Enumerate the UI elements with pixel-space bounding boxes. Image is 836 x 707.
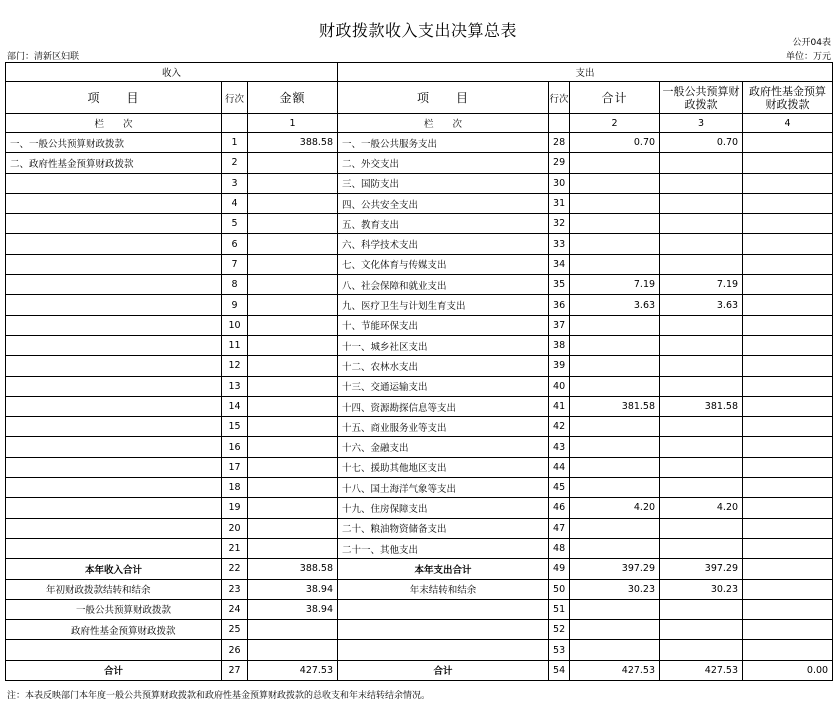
income-amount [248, 376, 338, 396]
expense-item: 年末结转和结余 [338, 579, 549, 599]
income-line-no: 8 [222, 275, 248, 295]
income-line-no: 19 [222, 498, 248, 518]
expense-general-budget [660, 153, 743, 173]
expense-line-no: 42 [549, 417, 570, 437]
income-line-no: 17 [222, 457, 248, 477]
expense-item: 十六、金融支出 [338, 437, 549, 457]
income-line-no: 26 [222, 640, 248, 660]
expense-total: 397.29 [570, 559, 660, 579]
expense-item: 九、医疗卫生与计划生育支出 [338, 295, 549, 315]
table-row [6, 193, 833, 213]
expense-item: 合计 [338, 660, 549, 680]
income-line-no: 5 [222, 214, 248, 234]
page-title: 财政拨款收入支出决算总表 [318, 21, 517, 40]
expense-line-no: 36 [549, 295, 570, 315]
income-item [6, 275, 222, 295]
income-line-no: 27 [222, 660, 248, 680]
expense-general-budget [660, 356, 743, 376]
expense-group-header: 支出 [338, 63, 833, 82]
expense-line-no: 47 [549, 518, 570, 538]
income-line-header: 行次 [222, 82, 248, 114]
expense-gov-fund [743, 518, 833, 538]
income-item [6, 457, 222, 477]
table-row [6, 153, 833, 173]
income-line-no: 6 [222, 234, 248, 254]
expense-item [338, 599, 549, 619]
income-line-no: 9 [222, 295, 248, 315]
income-line-no: 15 [222, 417, 248, 437]
expense-gov-fund [743, 579, 833, 599]
income-line-no: 21 [222, 538, 248, 558]
expense-line-no: 30 [549, 173, 570, 193]
income-amount [248, 173, 338, 193]
income-line-no: 11 [222, 335, 248, 355]
table-row [6, 620, 833, 640]
income-item [6, 335, 222, 355]
table-row [6, 356, 833, 376]
income-line-no: 7 [222, 254, 248, 274]
table-row [6, 417, 833, 437]
expense-line-no: 53 [549, 640, 570, 660]
expense-line-no: 48 [549, 538, 570, 558]
expense-total [570, 620, 660, 640]
col-num-2: 2 [570, 114, 660, 133]
expense-gov-fund [743, 356, 833, 376]
expense-line-no: 40 [549, 376, 570, 396]
unit-label: 单位：万元 [785, 52, 831, 62]
expense-total [570, 417, 660, 437]
income-amount [248, 234, 338, 254]
expense-gov-fund [743, 335, 833, 355]
expense-item: 七、文化体育与传媒支出 [338, 254, 549, 274]
expense-general-budget [660, 234, 743, 254]
expense-total [570, 376, 660, 396]
income-line-no: 25 [222, 620, 248, 640]
form-number: 公开04表 [792, 38, 831, 48]
expense-item: 二、外交支出 [338, 153, 549, 173]
expense-total [570, 214, 660, 234]
expense-item: 五、教育支出 [338, 214, 549, 234]
table-row [6, 518, 833, 538]
income-item [6, 254, 222, 274]
income-item [6, 234, 222, 254]
expense-line-no: 38 [549, 335, 570, 355]
income-item: 一、一般公共预算财政拨款 [6, 133, 222, 153]
income-amount [248, 153, 338, 173]
expense-general-budget [660, 315, 743, 335]
expense-general-budget [660, 599, 743, 619]
income-line-no: 22 [222, 559, 248, 579]
expense-column-label: 栏 次 [338, 114, 549, 133]
table-row [6, 559, 833, 579]
expense-total: 0.70 [570, 133, 660, 153]
expense-gov-fund [743, 254, 833, 274]
expense-general-budget [660, 335, 743, 355]
expense-general-budget [660, 193, 743, 213]
table-row [6, 396, 833, 416]
expense-general-budget [660, 214, 743, 234]
table-row [6, 660, 833, 680]
income-amount: 388.58 [248, 559, 338, 579]
income-line-no: 12 [222, 356, 248, 376]
expense-item: 一、一般公共服务支出 [338, 133, 549, 153]
income-item: 本年收入合计 [6, 559, 222, 579]
table-row [6, 478, 833, 498]
expense-item [338, 620, 549, 640]
expense-total-header: 合计 [570, 82, 660, 114]
expense-gov-fund [743, 315, 833, 335]
expense-total [570, 478, 660, 498]
expense-item: 十四、资源勘探信息等支出 [338, 396, 549, 416]
income-item [6, 376, 222, 396]
expense-line-no: 43 [549, 437, 570, 457]
expense-general-budget [660, 254, 743, 274]
expense-total [570, 538, 660, 558]
expense-general-budget: 397.29 [660, 559, 743, 579]
expense-total [570, 234, 660, 254]
income-amount: 388.58 [248, 133, 338, 153]
col-num-1: 1 [248, 114, 338, 133]
table-row [6, 376, 833, 396]
expense-gov-fund [743, 640, 833, 660]
expense-item: 十、节能环保支出 [338, 315, 549, 335]
income-amount [248, 417, 338, 437]
income-amount [248, 478, 338, 498]
expense-gov-fund [743, 376, 833, 396]
table-row [6, 579, 833, 599]
expense-line-no: 32 [549, 214, 570, 234]
expense-gov-fund [743, 620, 833, 640]
expense-gov-fund [743, 498, 833, 518]
expense-line-no: 39 [549, 356, 570, 376]
table-row [6, 214, 833, 234]
income-item [6, 437, 222, 457]
income-amount [248, 275, 338, 295]
expense-item: 十九、住房保障支出 [338, 498, 549, 518]
col-num-4: 4 [743, 114, 833, 133]
expense-general-budget [660, 640, 743, 660]
income-amount [248, 498, 338, 518]
income-item [6, 193, 222, 213]
income-item [6, 173, 222, 193]
table-row [6, 295, 833, 315]
expense-item: 十五、商业服务业等支出 [338, 417, 549, 437]
expense-total [570, 599, 660, 619]
gov-fund-header: 政府性基金预算财政拨款 [743, 82, 833, 114]
expense-line-no: 49 [549, 559, 570, 579]
expense-gov-fund [743, 478, 833, 498]
income-item [6, 295, 222, 315]
expense-general-budget [660, 173, 743, 193]
expense-total [570, 437, 660, 457]
income-line-no: 1 [222, 133, 248, 153]
table-row [6, 599, 833, 619]
expense-general-budget: 7.19 [660, 275, 743, 295]
income-line-no: 13 [222, 376, 248, 396]
expense-general-budget [660, 518, 743, 538]
expense-general-budget [660, 376, 743, 396]
income-amount [248, 640, 338, 660]
income-item-header: 项 目 [6, 82, 222, 114]
table-row [6, 437, 833, 457]
income-amount: 38.94 [248, 599, 338, 619]
expense-gov-fund [743, 133, 833, 153]
income-amount [248, 193, 338, 213]
income-item [6, 356, 222, 376]
expense-gov-fund [743, 234, 833, 254]
expense-gov-fund [743, 295, 833, 315]
expense-total [570, 518, 660, 538]
table-row [6, 498, 833, 518]
expense-line-no: 54 [549, 660, 570, 680]
expense-total: 7.19 [570, 275, 660, 295]
expense-line-no: 31 [549, 193, 570, 213]
expense-total [570, 457, 660, 477]
expense-total [570, 173, 660, 193]
table-row [6, 335, 833, 355]
expense-gov-fund [743, 417, 833, 437]
expense-general-budget [660, 417, 743, 437]
expense-total: 3.63 [570, 295, 660, 315]
income-amount [248, 295, 338, 315]
income-line-no: 23 [222, 579, 248, 599]
table-row [6, 640, 833, 660]
expense-total: 427.53 [570, 660, 660, 680]
expense-gov-fund [743, 173, 833, 193]
expense-general-budget [660, 437, 743, 457]
income-item [6, 518, 222, 538]
income-item [6, 214, 222, 234]
expense-general-budget: 4.20 [660, 498, 743, 518]
expense-line-no: 41 [549, 396, 570, 416]
expense-line-no: 28 [549, 133, 570, 153]
fiscal-summary-table [5, 62, 833, 681]
expense-item: 十八、国土海洋气象等支出 [338, 478, 549, 498]
expense-line-no: 50 [549, 579, 570, 599]
expense-total [570, 315, 660, 335]
expense-gov-fund [743, 559, 833, 579]
income-item [6, 498, 222, 518]
expense-total: 30.23 [570, 579, 660, 599]
expense-total [570, 640, 660, 660]
income-item [6, 417, 222, 437]
table-row [6, 234, 833, 254]
income-amount [248, 538, 338, 558]
income-line-no: 20 [222, 518, 248, 538]
expense-line-no: 33 [549, 234, 570, 254]
income-amount [248, 356, 338, 376]
income-amount [248, 396, 338, 416]
table-row [6, 538, 833, 558]
expense-line-no: 46 [549, 498, 570, 518]
expense-line-no: 35 [549, 275, 570, 295]
income-line-no: 2 [222, 153, 248, 173]
expense-general-budget: 381.58 [660, 396, 743, 416]
table-row [6, 315, 833, 335]
income-amount [248, 437, 338, 457]
expense-item: 十一、城乡社区支出 [338, 335, 549, 355]
expense-general-budget: 0.70 [660, 133, 743, 153]
expense-gov-fund [743, 457, 833, 477]
expense-line-no: 45 [549, 478, 570, 498]
expense-item-header: 项 目 [338, 82, 549, 114]
expense-item: 六、科学技术支出 [338, 234, 549, 254]
expense-total: 381.58 [570, 396, 660, 416]
income-amount [248, 457, 338, 477]
expense-gov-fund [743, 193, 833, 213]
expense-general-budget: 30.23 [660, 579, 743, 599]
income-amount: 427.53 [248, 660, 338, 680]
expense-general-budget [660, 538, 743, 558]
expense-gov-fund [743, 599, 833, 619]
income-item [6, 396, 222, 416]
income-line-no: 4 [222, 193, 248, 213]
income-amount [248, 254, 338, 274]
income-item [6, 315, 222, 335]
expense-line-no: 34 [549, 254, 570, 274]
expense-line-no: 29 [549, 153, 570, 173]
expense-line-no: 51 [549, 599, 570, 619]
expense-line-no: 37 [549, 315, 570, 335]
expense-general-budget [660, 620, 743, 640]
expense-total [570, 153, 660, 173]
expense-gov-fund [743, 437, 833, 457]
income-item: 二、政府性基金预算财政拨款 [6, 153, 222, 173]
income-line-no: 18 [222, 478, 248, 498]
expense-item: 八、社会保障和就业支出 [338, 275, 549, 295]
expense-general-budget [660, 457, 743, 477]
income-item [6, 478, 222, 498]
expense-gov-fund [743, 396, 833, 416]
expense-general-budget: 427.53 [660, 660, 743, 680]
expense-total [570, 356, 660, 376]
expense-item: 四、公共安全支出 [338, 193, 549, 213]
expense-total [570, 193, 660, 213]
expense-general-budget: 3.63 [660, 295, 743, 315]
expense-item: 十二、农林水支出 [338, 356, 549, 376]
expense-total: 4.20 [570, 498, 660, 518]
income-item [6, 538, 222, 558]
expense-gov-fund [743, 275, 833, 295]
expense-line-no: 44 [549, 457, 570, 477]
income-item [6, 640, 222, 660]
income-amount [248, 620, 338, 640]
table-row [6, 173, 833, 193]
expense-item: 二十一、其他支出 [338, 538, 549, 558]
income-line-no: 24 [222, 599, 248, 619]
expense-item: 本年支出合计 [338, 559, 549, 579]
income-amount [248, 214, 338, 234]
expense-item: 二十、粮油物资储备支出 [338, 518, 549, 538]
income-amount: 38.94 [248, 579, 338, 599]
income-column-label: 栏 次 [6, 114, 222, 133]
department-label: 部门：清新区妇联 [7, 52, 80, 62]
income-amount-header: 金额 [248, 82, 338, 114]
expense-total [570, 254, 660, 274]
income-item: 政府性基金预算财政拨款 [6, 620, 222, 640]
table-row [6, 457, 833, 477]
expense-gov-fund [743, 214, 833, 234]
col-num-3: 3 [660, 114, 743, 133]
income-line-no: 16 [222, 437, 248, 457]
expense-gov-fund [743, 538, 833, 558]
table-row [6, 254, 833, 274]
income-amount [248, 315, 338, 335]
income-group-header: 收入 [6, 63, 338, 82]
expense-item: 三、国防支出 [338, 173, 549, 193]
income-line-no: 10 [222, 315, 248, 335]
income-line-no: 3 [222, 173, 248, 193]
footnote: 注：本表反映部门本年度一般公共预算财政拨款和政府性基金预算财政拨款的总收支和年末结转结余情况。 [7, 691, 431, 701]
expense-gov-fund: 0.00 [743, 660, 833, 680]
income-item: 一般公共预算财政拨款 [6, 599, 222, 619]
income-line-no: 14 [222, 396, 248, 416]
income-item: 年初财政拨款结转和结余 [6, 579, 222, 599]
expense-item: 十七、援助其他地区支出 [338, 457, 549, 477]
table-row [6, 275, 833, 295]
general-budget-header: 一般公共预算财政拨款 [660, 82, 743, 114]
expense-total [570, 335, 660, 355]
expense-gov-fund [743, 153, 833, 173]
expense-item: 十三、交通运输支出 [338, 376, 549, 396]
expense-general-budget [660, 478, 743, 498]
income-item: 合计 [6, 660, 222, 680]
expense-line-header: 行次 [549, 82, 570, 114]
expense-line-no: 52 [549, 620, 570, 640]
table-row [6, 133, 833, 153]
income-amount [248, 518, 338, 538]
expense-item [338, 640, 549, 660]
income-amount [248, 335, 338, 355]
